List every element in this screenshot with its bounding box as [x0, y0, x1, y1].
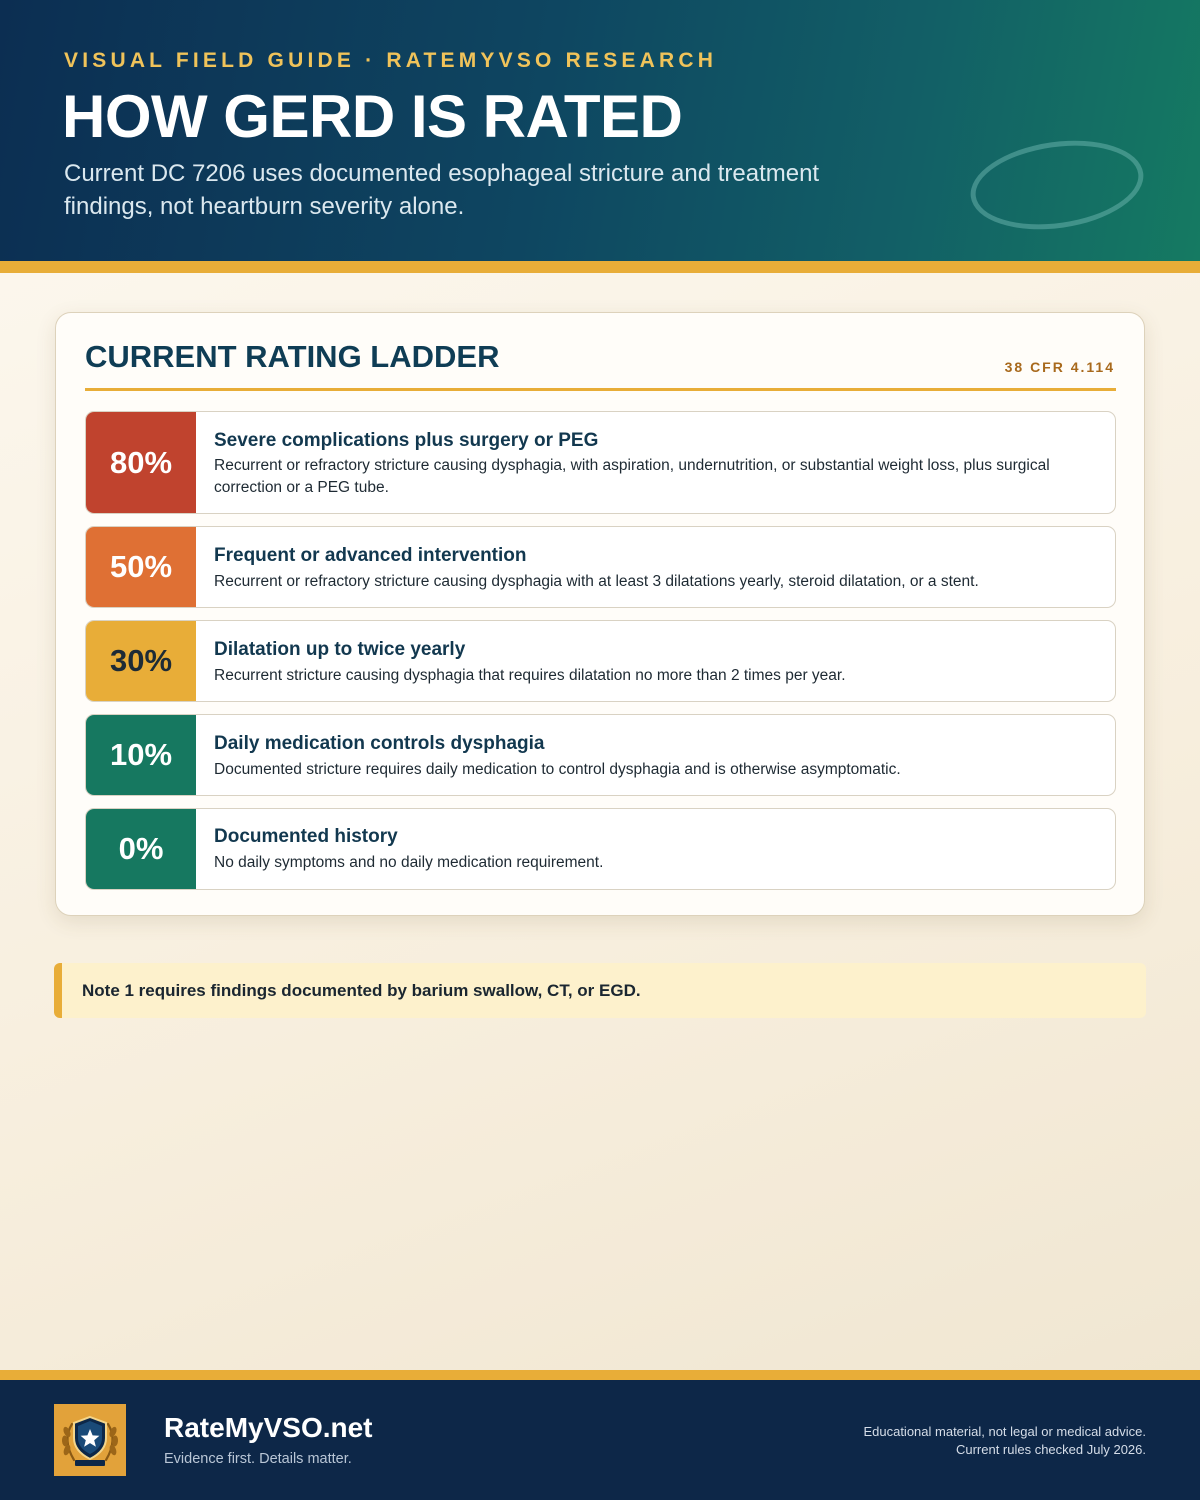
rating-badge: 50%: [86, 527, 196, 607]
rating-description: Recurrent or refractory stricture causing dysphagia, with aspiration, undernutrition, or substantial weight loss, plus surgical correction or a PEG tube.: [214, 457, 1050, 496]
note-text: Note 1 requires findings documented by barium swallow, CT, or EGD.: [82, 981, 641, 1000]
rating-badge: 0%: [86, 809, 196, 889]
rating-badge: 30%: [86, 621, 196, 701]
rating-heading: Documented history: [214, 826, 398, 847]
rating-heading: Dilatation up to twice yearly: [214, 639, 466, 660]
disclaimer-line: Educational material, not legal or medical advice.: [863, 1424, 1146, 1439]
brand-name: RateMyVSO.net: [164, 1412, 373, 1443]
rating-rung-0: [85, 808, 1116, 890]
footer-divider: [0, 1370, 1200, 1380]
rating-heading: Daily medication controls dysphagia: [214, 733, 545, 754]
rating-description: Recurrent or refractory stricture causing dysphagia with at least 3 dilatations yearly, steroid dilatation, or a stent.: [214, 573, 979, 590]
eyebrow-label: VISUAL FIELD GUIDE · RATEMYVSO RESEARCH: [64, 49, 718, 72]
page-footer: [0, 1380, 1200, 1500]
note-callout: [54, 963, 1146, 1018]
rating-heading: Frequent or advanced intervention: [214, 545, 527, 566]
shield-star-laurel-icon: [54, 1404, 126, 1476]
brand-tagline: Evidence first. Details matter.: [164, 1451, 352, 1467]
ladder-citation: 38 CFR 4.114: [1004, 359, 1115, 375]
header-divider: [0, 261, 1200, 273]
disclaimer-line: Current rules checked July 2026.: [955, 1442, 1146, 1457]
ladder-divider: [85, 388, 1116, 391]
rating-badge: 80%: [86, 412, 196, 513]
page-header: [0, 0, 1200, 261]
rating-heading: Severe complications plus surgery or PEG: [214, 430, 599, 451]
rating-rung-30: [85, 620, 1116, 702]
page-title: HOW GERD IS RATED: [62, 83, 683, 150]
rating-description: No daily symptoms and no daily medication requirement.: [214, 854, 604, 871]
decorative-ring: [965, 130, 1149, 239]
disclaimer: [863, 1423, 1146, 1459]
rating-rung-50: [85, 526, 1116, 608]
rating-badge: 10%: [86, 715, 196, 795]
page-subtitle: Current DC 7206 uses documented esophageal stricture and treatment findings, not heartburn severity alone.: [64, 160, 820, 220]
rating-description: Documented stricture requires daily medication to control dysphagia and is otherwise asymptomatic.: [214, 761, 901, 778]
rating-ladder-card: [55, 312, 1145, 916]
rating-description: Recurrent stricture causing dysphagia that requires dilatation no more than 2 times per year.: [214, 667, 846, 684]
rating-rung-80: [85, 411, 1116, 514]
ladder-title: CURRENT RATING LADDER: [85, 339, 500, 374]
rating-rung-10: [85, 714, 1116, 796]
